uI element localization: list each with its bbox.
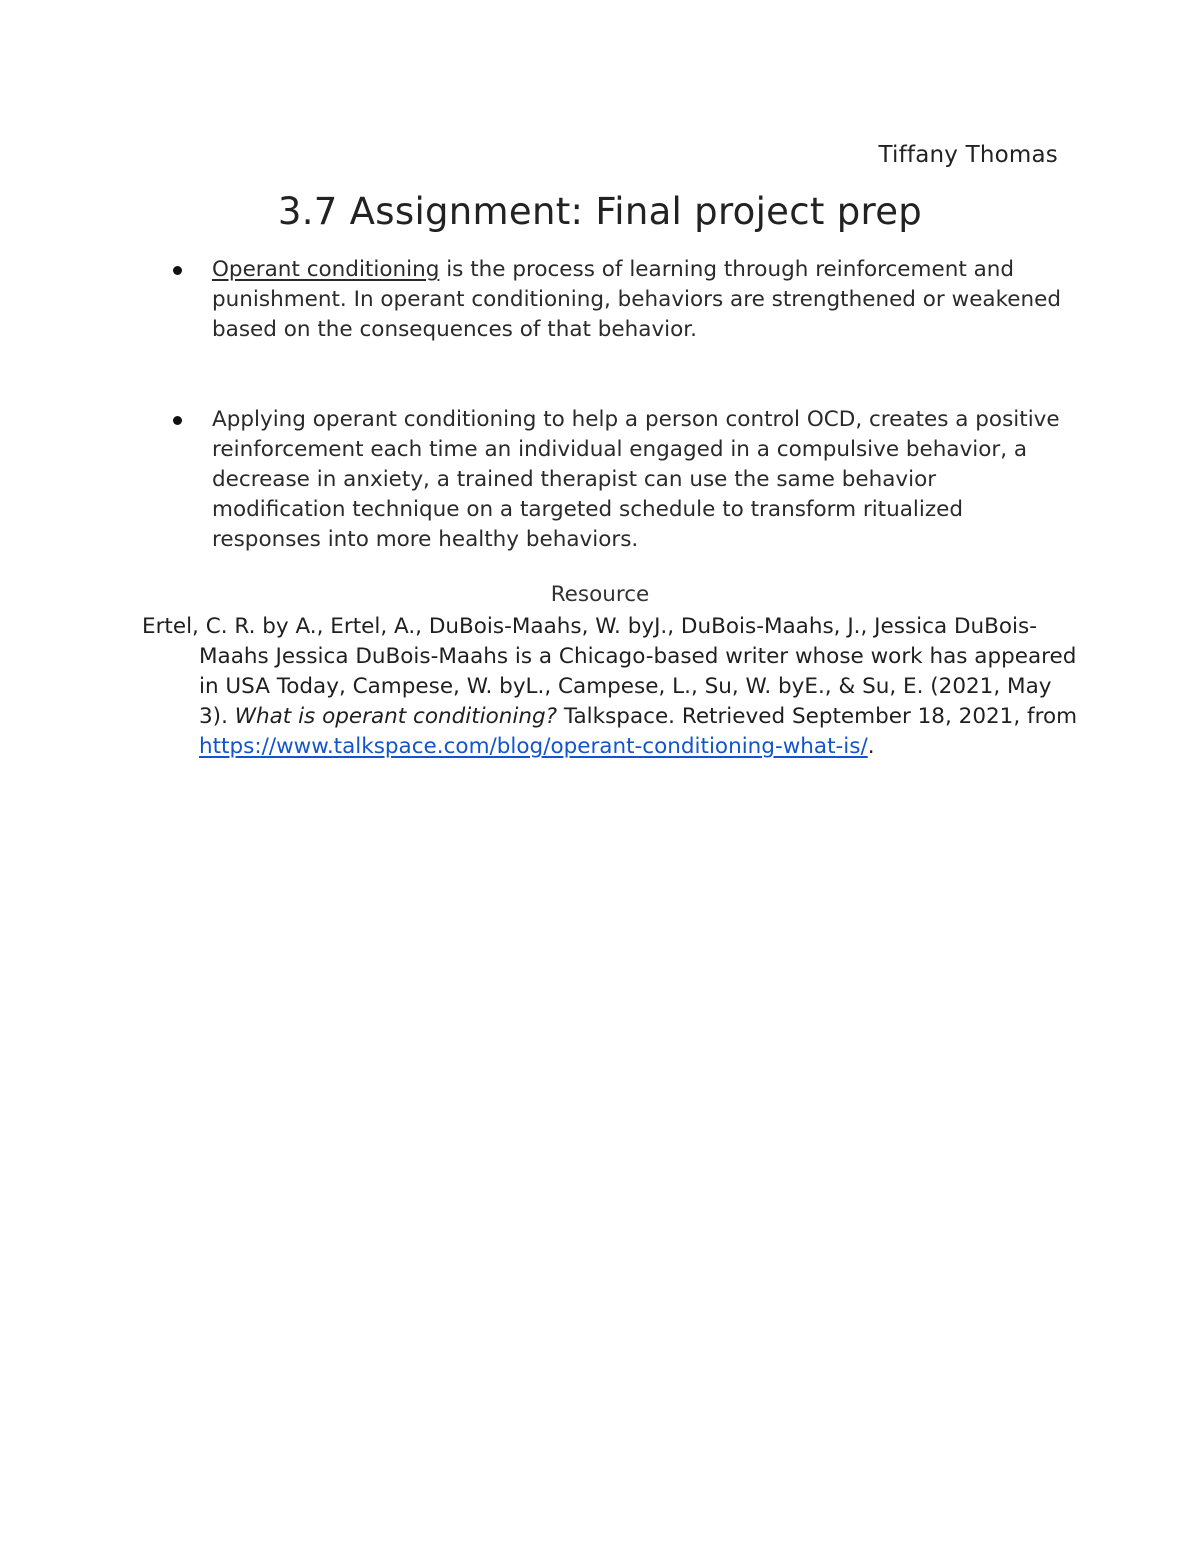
citation-authors: Ertel, C. R. by A., Ertel, A., DuBois-Maahs, W. byJ., DuBois-Maahs, J., Jessica DuBois-Maahs Jessica DuBois-Maahs is a Chicago-based writer whose work has appeared in USA Today, Campese, W. byL., Campese, L., Su, W. byE., & Su, E. (2021, May 3). [142, 614, 1077, 729]
list-item [212, 405, 1072, 555]
page-title: 3.7 Assignment: Final project prep [277, 190, 923, 233]
list-item [212, 255, 1072, 345]
resource-heading: Resource [550, 582, 650, 607]
citation-publisher: Talkspace. Retrieved September 18, 2021, from [557, 704, 1078, 729]
bullet-list [212, 255, 1072, 555]
author-name: Tiffany Thomas [878, 142, 1058, 168]
bullet-icon [173, 266, 182, 275]
citation-end: . [867, 734, 875, 759]
term-operant-conditioning: Operant conditioning [212, 257, 440, 282]
bullet-icon [173, 416, 182, 425]
citation [142, 612, 1079, 762]
definition-text: is the process of learning through reinforcement and punishment. In operant conditioning, behaviors are strengthened or weakened based on the consequences of that behavior. [212, 257, 1062, 342]
citation-work-title: What is operant conditioning? [234, 704, 558, 729]
application-text: Applying operant conditioning to help a person control OCD, creates a positive reinforcement each time an individual engaged in a compulsive behavior, a decrease in anxiety, a trained therapist can use the same behavior modification technique on a targeted schedule to transform ritualized responses into more healthy behaviors. [212, 407, 1060, 552]
citation-link[interactable]: https://www.talkspace.com/blog/operant-conditioning-what-is/ [199, 734, 868, 759]
